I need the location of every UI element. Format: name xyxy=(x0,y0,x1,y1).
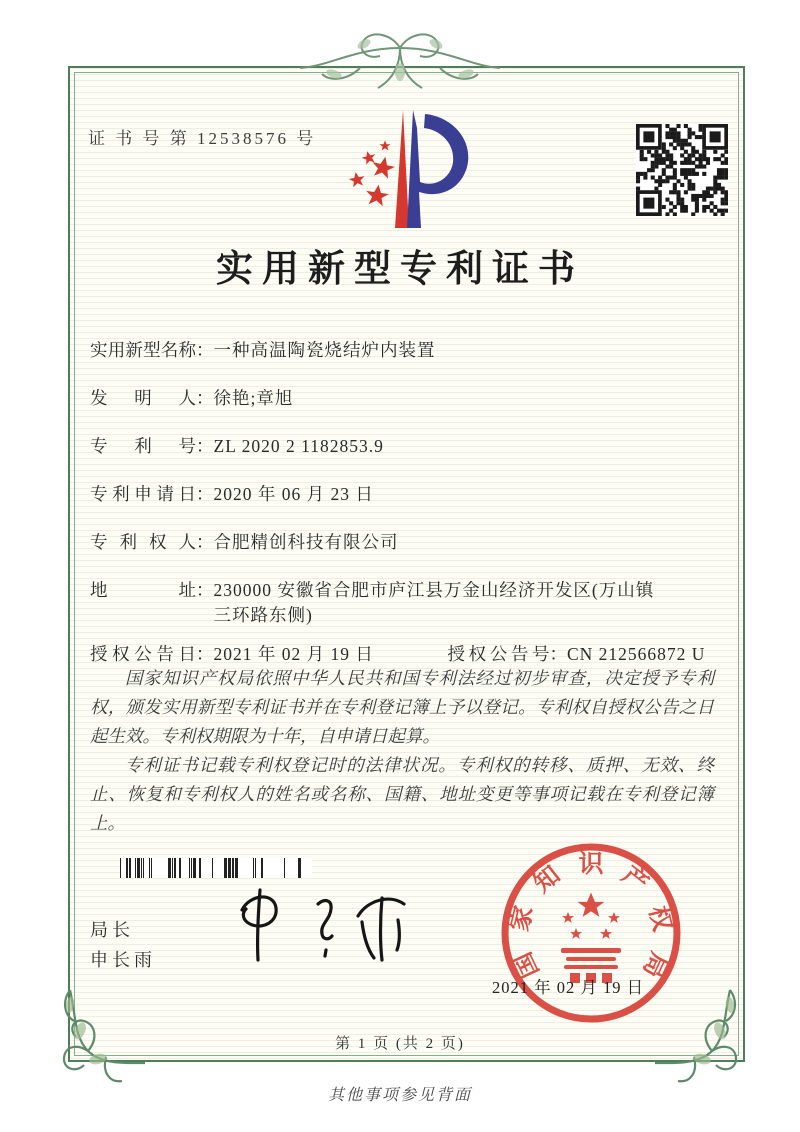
logo-red-spike xyxy=(395,110,409,228)
field-label: 专利号 xyxy=(90,436,196,456)
commissioner-title: 局长 xyxy=(90,920,134,940)
certificate-title: 实用新型专利证书 xyxy=(216,249,584,290)
svg-text:权: 权 xyxy=(643,903,676,935)
field-colon: ： xyxy=(196,580,214,600)
svg-text:产: 产 xyxy=(616,861,653,899)
field-value-inventors: 徐艳;章旭 xyxy=(213,388,294,408)
legal-paragraph-1: 国家知识产权局依照中华人民共和国专利法经过初步审查，决定授予专利权，颁发实用新型专利证书并在专利登记簿上予以登记。专利权自授权公告之日起生效。专利权期限为十年，自申请日起算。 xyxy=(90,668,714,746)
back-side-note: 其他事项参见背面 xyxy=(327,1087,472,1104)
official-seal xyxy=(498,840,684,1026)
page-number: 第 1 页 (共 2 页) xyxy=(335,1036,465,1052)
certificate-number: 证 书 号 第 12538576 号 xyxy=(88,129,317,148)
commissioner-name: 申长雨 xyxy=(90,950,156,970)
field-value-address: 230000 安徽省合肥市庐江县万金山经济开发区(万山镇三环路东侧) xyxy=(213,580,655,625)
grant-number-value: CN 212566872 U xyxy=(567,644,706,664)
svg-text:局: 局 xyxy=(637,947,673,982)
field-row-patent-number xyxy=(90,434,720,459)
legal-paragraph-2: 专利证书记载专利权登记时的法律状况。专利权的转移、质押、无效、终止、恢复和专利权人的姓名或名称、国籍、地址变更等事项记载在专利登记簿上。 xyxy=(90,755,714,833)
logo-stars xyxy=(348,141,397,207)
field-label: 实用新型名称 xyxy=(90,340,196,360)
field-label: 发明人 xyxy=(90,388,196,408)
field-colon: ： xyxy=(196,644,214,664)
field-label: 专利权人 xyxy=(90,532,196,552)
grant-date-label: 授权公告日 xyxy=(90,644,196,664)
field-list xyxy=(90,338,720,690)
field-colon: ： xyxy=(549,644,567,664)
seal-date: 2021 年 02 月 19 日 xyxy=(492,978,645,997)
svg-text:家: 家 xyxy=(506,903,539,935)
field-colon: ： xyxy=(196,484,214,504)
cnipa-logo xyxy=(333,106,477,238)
field-label: 地址 xyxy=(90,580,196,600)
field-colon: ： xyxy=(196,388,214,408)
field-colon: ： xyxy=(196,532,214,552)
field-row-filing-date xyxy=(90,482,720,507)
field-row-utility-model-name xyxy=(90,338,720,363)
commissioner-signature xyxy=(222,876,422,976)
svg-text:国: 国 xyxy=(509,947,545,982)
grant-date-value: 2021 年 02 月 19 日 xyxy=(213,644,374,664)
legal-text xyxy=(90,664,714,838)
qr-code xyxy=(636,124,728,216)
field-value-patent-number: ZL 2020 2 1182853.9 xyxy=(213,436,384,456)
field-colon: ： xyxy=(196,436,214,456)
field-value-filing-date: 2020 年 06 月 23 日 xyxy=(213,484,374,504)
svg-text:识: 识 xyxy=(578,851,604,878)
field-row-patentee xyxy=(90,530,720,555)
svg-text:知: 知 xyxy=(529,861,566,899)
field-row-inventors xyxy=(90,386,720,411)
field-colon: ： xyxy=(196,340,214,360)
field-label: 专利申请日 xyxy=(90,484,196,504)
logo-blue-p xyxy=(407,110,468,228)
field-value-utility-model-name: 一种高温陶瓷烧结炉内装置 xyxy=(213,340,436,360)
field-value-patentee: 合肥精创科技有限公司 xyxy=(213,532,399,552)
seal-emblem xyxy=(561,893,621,984)
grant-number-label: 授权公告号 xyxy=(447,644,550,664)
barcode xyxy=(120,858,312,878)
field-row-address xyxy=(90,578,720,628)
